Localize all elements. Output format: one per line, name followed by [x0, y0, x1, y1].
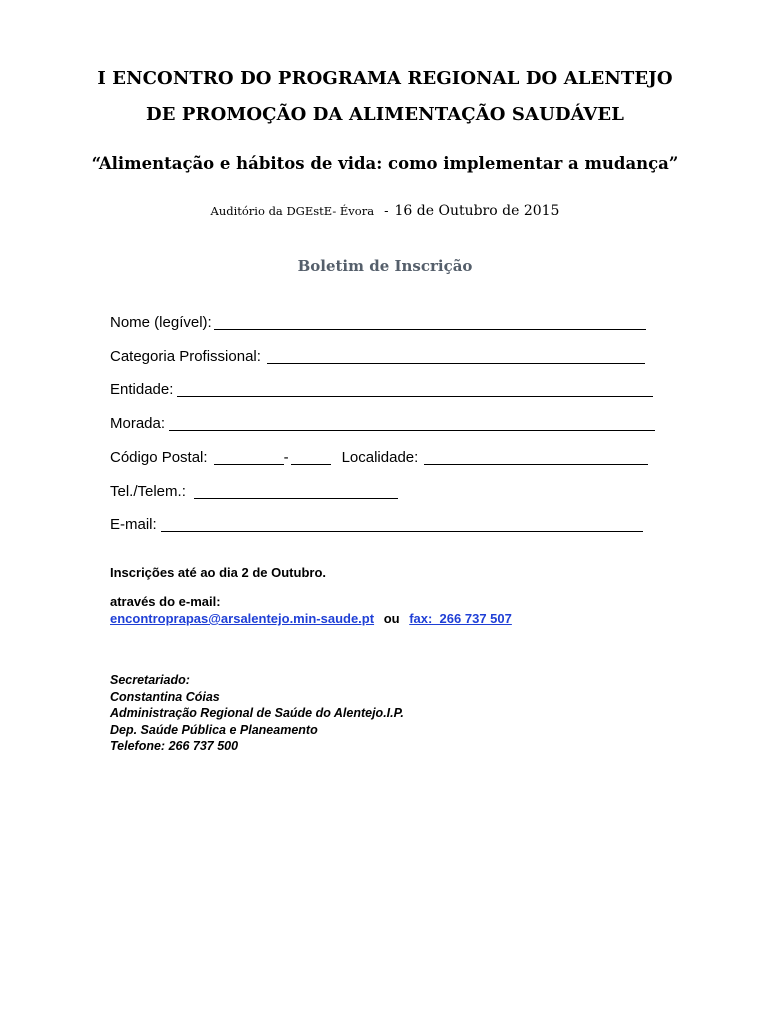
field-morada-label: Morada:	[110, 415, 166, 432]
field-entidade	[110, 377, 653, 399]
field-entidade-input[interactable]	[177, 380, 653, 397]
field-nome	[110, 310, 646, 332]
field-codigo-postal	[110, 445, 648, 467]
field-categoria-label: Categoria Profissional:	[110, 348, 261, 365]
secretariat-name: Constantina Cóias	[110, 689, 220, 704]
field-telefone	[110, 479, 398, 501]
contact-email-link[interactable]: encontroprapas@arsalentejo.min-saude.pt	[110, 611, 375, 626]
secretariat-heading: Secretariado:	[110, 673, 190, 687]
secretariat-dept: Dep. Saúde Pública e Planeamento	[110, 722, 318, 737]
field-email-label: E-mail:	[110, 516, 157, 533]
secretariat-org: Administração Regional de Saúde do Alentejo.I.P.	[110, 706, 404, 720]
field-nome-input[interactable]	[214, 313, 646, 330]
field-telefone-input[interactable]	[194, 482, 398, 499]
secretariat-phone: Telefone: 266 737 500	[110, 739, 239, 753]
contact-fax-link[interactable]: fax: 266 737 507	[409, 611, 512, 626]
contact-or-text: ou	[383, 611, 400, 626]
field-email-input[interactable]	[161, 515, 643, 532]
field-codigo-postal-label: Código Postal:	[110, 449, 208, 466]
field-codigo-postal-dash: -	[283, 449, 289, 466]
field-localidade-input[interactable]	[424, 448, 648, 465]
field-telefone-label: Tel./Telem.:	[110, 483, 186, 500]
contact-via-email-label: através do e-mail:	[110, 594, 221, 609]
form-title: Boletim de Inscrição	[297, 257, 473, 275]
event-date: 16 de Outubro de 2015	[394, 203, 560, 219]
field-morada	[110, 411, 655, 433]
venue-text: Auditório da DGEstE- Évora	[210, 204, 375, 218]
secretariat-block	[110, 672, 404, 755]
event-title-line-1: I ENCONTRO DO PROGRAMA REGIONAL DO ALENTEJO	[97, 68, 673, 89]
field-codigo-postal-input-2[interactable]	[291, 448, 331, 465]
event-title-line-2: DE PROMOÇÃO DA ALIMENTAÇÃO SAUDÁVEL	[146, 104, 624, 125]
venue-separator: -	[384, 204, 389, 219]
field-morada-input[interactable]	[169, 414, 655, 431]
contact-line	[110, 611, 512, 626]
field-codigo-postal-input-1[interactable]	[214, 448, 284, 465]
field-categoria	[110, 344, 645, 366]
field-nome-label: Nome (legível):	[110, 314, 212, 331]
event-subtitle: “Alimentação e hábitos de vida: como implementar a mudança”	[91, 154, 679, 173]
field-entidade-label: Entidade:	[110, 381, 174, 398]
venue-date-line	[0, 200, 770, 219]
registration-deadline: Inscrições até ao dia 2 de Outubro.	[110, 565, 327, 580]
field-categoria-input[interactable]	[267, 347, 645, 364]
field-email	[110, 512, 643, 534]
field-localidade-label: Localidade:	[341, 449, 419, 466]
